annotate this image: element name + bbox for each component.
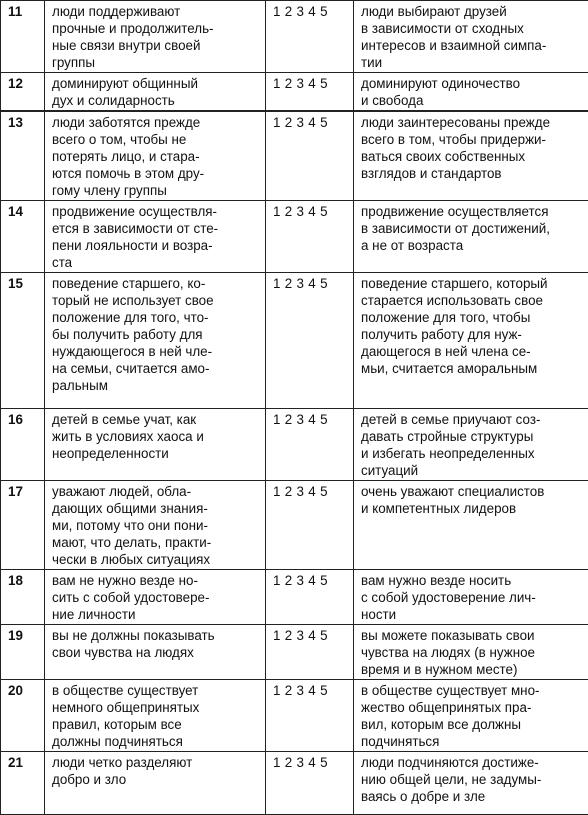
rating-scale: 1 2 3 4 5 bbox=[266, 409, 354, 481]
rating-scale: 1 2 3 4 5 bbox=[266, 570, 354, 625]
right-statement bbox=[354, 409, 588, 481]
table-row bbox=[1, 273, 588, 409]
statement-line: гому члену группы bbox=[52, 182, 261, 199]
statement-line: всего в том, чтобы придержи- bbox=[361, 131, 584, 148]
rating-scale: 1 2 3 4 5 bbox=[266, 625, 354, 680]
statement-line: ние личности bbox=[52, 606, 261, 623]
statement-line: ется в зависимости от сте- bbox=[52, 220, 261, 237]
table-row bbox=[1, 73, 588, 112]
rating-scale: 1 2 3 4 5 bbox=[266, 201, 354, 273]
statement-line: жество общепринятых пра- bbox=[361, 699, 584, 716]
left-statement bbox=[45, 752, 266, 815]
statement-line: в обществе существует мно- bbox=[361, 682, 584, 699]
statement-line: ми, потому что они пони- bbox=[52, 517, 261, 534]
rating-scale: 1 2 3 4 5 bbox=[266, 73, 354, 112]
statement-line: поведение старшего, ко- bbox=[52, 275, 261, 292]
statement-line: вам нужно везде носить bbox=[361, 572, 584, 589]
statement-line: положение для того, чтобы bbox=[361, 309, 584, 326]
statement-line: всего о том, чтобы не bbox=[52, 131, 261, 148]
statement-line: вил, которым все должны bbox=[361, 716, 584, 733]
left-statement bbox=[45, 409, 266, 481]
item-number: 20 bbox=[1, 680, 45, 752]
rating-scale: 1 2 3 4 5 bbox=[266, 273, 354, 409]
left-statement bbox=[45, 680, 266, 752]
right-statement bbox=[354, 273, 588, 409]
statement-line: в зависимости от сходных bbox=[361, 20, 584, 37]
left-statement bbox=[45, 481, 266, 570]
statement-line: детей в семье учат, как bbox=[52, 411, 261, 428]
statement-line: ются помочь в этом дру- bbox=[52, 165, 261, 182]
statement-line: дающих общими знания- bbox=[52, 500, 261, 517]
item-number: 19 bbox=[1, 625, 45, 680]
statement-line: мают, что делать, практи- bbox=[52, 534, 261, 551]
statement-line: доминируют общинный bbox=[52, 75, 261, 92]
statement-line: добро и зло bbox=[52, 771, 261, 788]
statement-line: жить в условиях хаоса и bbox=[52, 428, 261, 445]
statement-line: продвижение осуществляется bbox=[361, 203, 584, 220]
left-statement bbox=[45, 1, 266, 73]
table-row bbox=[1, 409, 588, 481]
statement-line: бы получить работу для bbox=[52, 326, 261, 343]
statement-line: поведение старшего, который bbox=[361, 275, 584, 292]
statement-line: и компетентных лидеров bbox=[361, 500, 584, 517]
statement-line: люди выбирают друзей bbox=[361, 3, 584, 20]
statement-line: ральным bbox=[52, 377, 261, 394]
statement-line: люди четко разделяют bbox=[52, 754, 261, 771]
item-number: 11 bbox=[1, 1, 45, 73]
item-number: 16 bbox=[1, 409, 45, 481]
rating-scale: 1 2 3 4 5 bbox=[266, 111, 354, 201]
item-number: 13 bbox=[1, 111, 45, 201]
statement-line: свои чувства на людях bbox=[52, 644, 261, 661]
statement-line: старается использовать свое bbox=[361, 292, 584, 309]
right-statement bbox=[354, 680, 588, 752]
statement-line: чувства на людях (в нужное bbox=[361, 644, 584, 661]
statement-line: немного общепринятых bbox=[52, 699, 261, 716]
statement-line: дающегося в ней члена се- bbox=[361, 343, 584, 360]
right-statement bbox=[354, 201, 588, 273]
statement-line: люди заинтересованы прежде bbox=[361, 114, 584, 131]
statement-line: давать стройные структуры bbox=[361, 428, 584, 445]
statement-line: очень уважают специалистов bbox=[361, 483, 584, 500]
item-number: 14 bbox=[1, 201, 45, 273]
statement-line: мьи, считается аморальным bbox=[361, 360, 584, 377]
rating-scale: 1 2 3 4 5 bbox=[266, 1, 354, 73]
statement-line: ваться своих собственных bbox=[361, 148, 584, 165]
statement-line: потерять лицо, и стара- bbox=[52, 148, 261, 165]
table-row bbox=[1, 481, 588, 570]
statement-line: получить работу для нуж- bbox=[361, 326, 584, 343]
statement-line: вы не должны показывать bbox=[52, 627, 261, 644]
statement-line: на семьи, считается амо- bbox=[52, 360, 261, 377]
statement-line: ности bbox=[361, 606, 584, 623]
statement-line: и свобода bbox=[361, 92, 584, 109]
statement-line: тии bbox=[361, 54, 584, 71]
statement-line: люди заботятся прежде bbox=[52, 114, 261, 131]
table-row bbox=[1, 1, 588, 73]
statement-line: в обществе существует bbox=[52, 682, 261, 699]
statement-line: положение для того, что- bbox=[52, 309, 261, 326]
statement-line: продвижение осуществля- bbox=[52, 203, 261, 220]
statement-line: в зависимости от достижений, bbox=[361, 220, 584, 237]
statement-line: ные связи внутри своей bbox=[52, 37, 261, 54]
table-row bbox=[1, 625, 588, 680]
statement-line: неопределенности bbox=[52, 445, 261, 462]
statement-line: уважают людей, обла- bbox=[52, 483, 261, 500]
statement-line: группы bbox=[52, 54, 261, 71]
statement-line: нуждающегося в ней чле- bbox=[52, 343, 261, 360]
statement-line: подчиняться bbox=[361, 733, 584, 750]
statement-line: сить с собой удостовере- bbox=[52, 589, 261, 606]
statement-line: доминируют одиночество bbox=[361, 75, 584, 92]
right-statement bbox=[354, 1, 588, 73]
statement-line: пени лояльности и возра- bbox=[52, 237, 261, 254]
statement-line: люди поддерживают bbox=[52, 3, 261, 20]
left-statement bbox=[45, 273, 266, 409]
statement-line: дух и солидарность bbox=[52, 92, 261, 109]
statement-line: должны подчиняться bbox=[52, 733, 261, 750]
statement-line: и избегать неопределенных bbox=[361, 445, 584, 462]
item-number: 15 bbox=[1, 273, 45, 409]
right-statement bbox=[354, 111, 588, 201]
statement-line: интересов и взаимной симпа- bbox=[361, 37, 584, 54]
right-statement bbox=[354, 625, 588, 680]
left-statement bbox=[45, 201, 266, 273]
statement-line: чески в любых ситуациях bbox=[52, 551, 261, 568]
rating-scale: 1 2 3 4 5 bbox=[266, 680, 354, 752]
statement-line: с собой удостоверение лич- bbox=[361, 589, 584, 606]
right-statement bbox=[354, 752, 588, 815]
rating-scale: 1 2 3 4 5 bbox=[266, 752, 354, 815]
table-row bbox=[1, 111, 588, 201]
statement-line: люди подчиняются достиже- bbox=[361, 754, 584, 771]
right-statement bbox=[354, 73, 588, 112]
left-statement bbox=[45, 570, 266, 625]
statement-line: а не от возраста bbox=[361, 237, 584, 254]
statement-line: вам не нужно везде но- bbox=[52, 572, 261, 589]
questionnaire-rows bbox=[1, 1, 588, 815]
statement-line: вы можете показывать свои bbox=[361, 627, 584, 644]
left-statement bbox=[45, 111, 266, 201]
statement-line: ситуаций bbox=[361, 462, 584, 479]
item-number: 21 bbox=[1, 752, 45, 815]
item-number: 17 bbox=[1, 481, 45, 570]
statement-line: ваясь о добре и зле bbox=[361, 788, 584, 805]
item-number: 12 bbox=[1, 73, 45, 112]
left-statement bbox=[45, 73, 266, 112]
right-statement bbox=[354, 481, 588, 570]
statement-line: время и в нужном месте) bbox=[361, 661, 584, 678]
table-row bbox=[1, 752, 588, 815]
table-row bbox=[1, 201, 588, 273]
statement-line: правил, которым все bbox=[52, 716, 261, 733]
statement-line: детей в семье приучают соз- bbox=[361, 411, 584, 428]
statement-line: нию общей цели, не задумы- bbox=[361, 771, 584, 788]
statement-line: взглядов и стандартов bbox=[361, 165, 584, 182]
item-number: 18 bbox=[1, 570, 45, 625]
table-row bbox=[1, 680, 588, 752]
statement-line: ста bbox=[52, 254, 261, 271]
rating-scale: 1 2 3 4 5 bbox=[266, 481, 354, 570]
table-row bbox=[1, 570, 588, 625]
statement-line: прочные и продолжитель- bbox=[52, 20, 261, 37]
right-statement bbox=[354, 570, 588, 625]
left-statement bbox=[45, 625, 266, 680]
statement-line: торый не использует свое bbox=[52, 292, 261, 309]
